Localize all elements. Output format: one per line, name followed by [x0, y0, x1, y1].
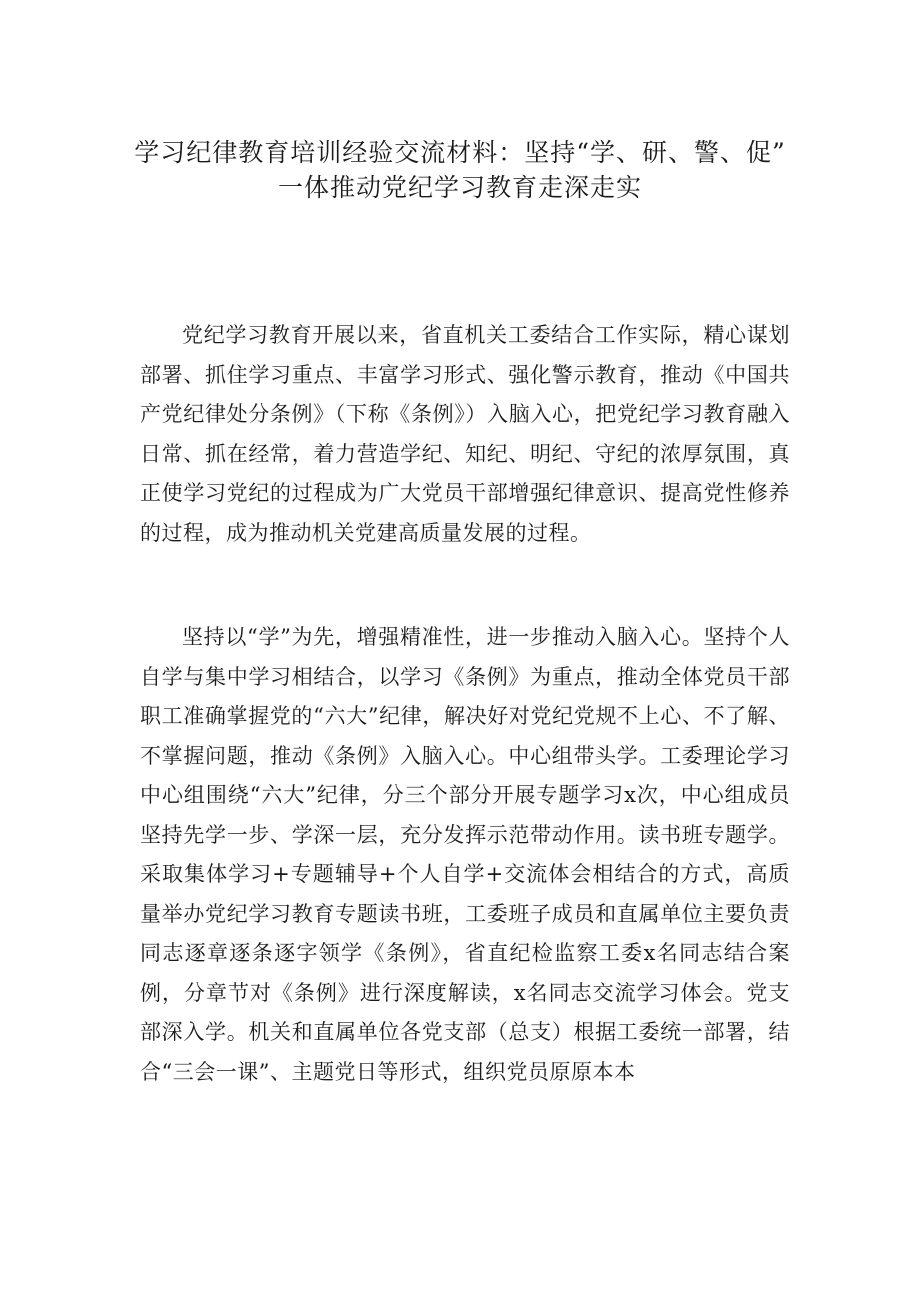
- document-title-line-2: 一体推动党纪学习教育走深走实: [277, 173, 642, 202]
- paragraph-study: 坚持以“学”为先，增强精准性，进一步推动入脑入心。坚持个人自学与集中学习相结合，以学习《条例》为重点，推动全体党员干部职工准确掌握党的“六大”纪律，解决好对党纪党规不上心、不了解、不掌握问题，推动《条例》入脑入心。中心组带头学。工委理论学习中心组围绕“六大”纪律，分三个部分开展专题学习x次，中心组成员坚持先学一步、学深一层，充分发挥示范带动作用。读书班专题学。采取集体学习+专题辅导+个人自学+交流体会相结合的方式，高质量举办党纪学习教育专题读书班，工委班子成员和直属单位主要负责同志逐章逐条逐字领学《条例》，省直纪检监察工委x名同志结合案例，分章节对《条例》进行深度解读，x名同志交流学习体会。党支部深入学。机关和直属单位各党支部（总支）根据工委统一部署，结合“三会一课”、主题党日等形式，组织党员原原本本: [140, 625, 790, 1084]
- paragraph-intro: 党纪学习教育开展以来，省直机关工委结合工作实际，精心谋划部署、抓住学习重点、丰富学习形式、强化警示教育，推动《中国共产党纪律处分条例》（下称《条例》）入脑入心，把党纪学习教育融入日常、抓在经常，着力营造学纪、知纪、明纪、守纪的浓厚氛围，真正使学习党纪的过程成为广大党员干部增强纪律意识、提高党性修养的过程，成为推动机关党建高质量发展的过程。: [140, 323, 790, 545]
- document-title-line-1: 学习纪律教育培训经验交流材料：坚持“学、研、警、促”: [134, 138, 786, 167]
